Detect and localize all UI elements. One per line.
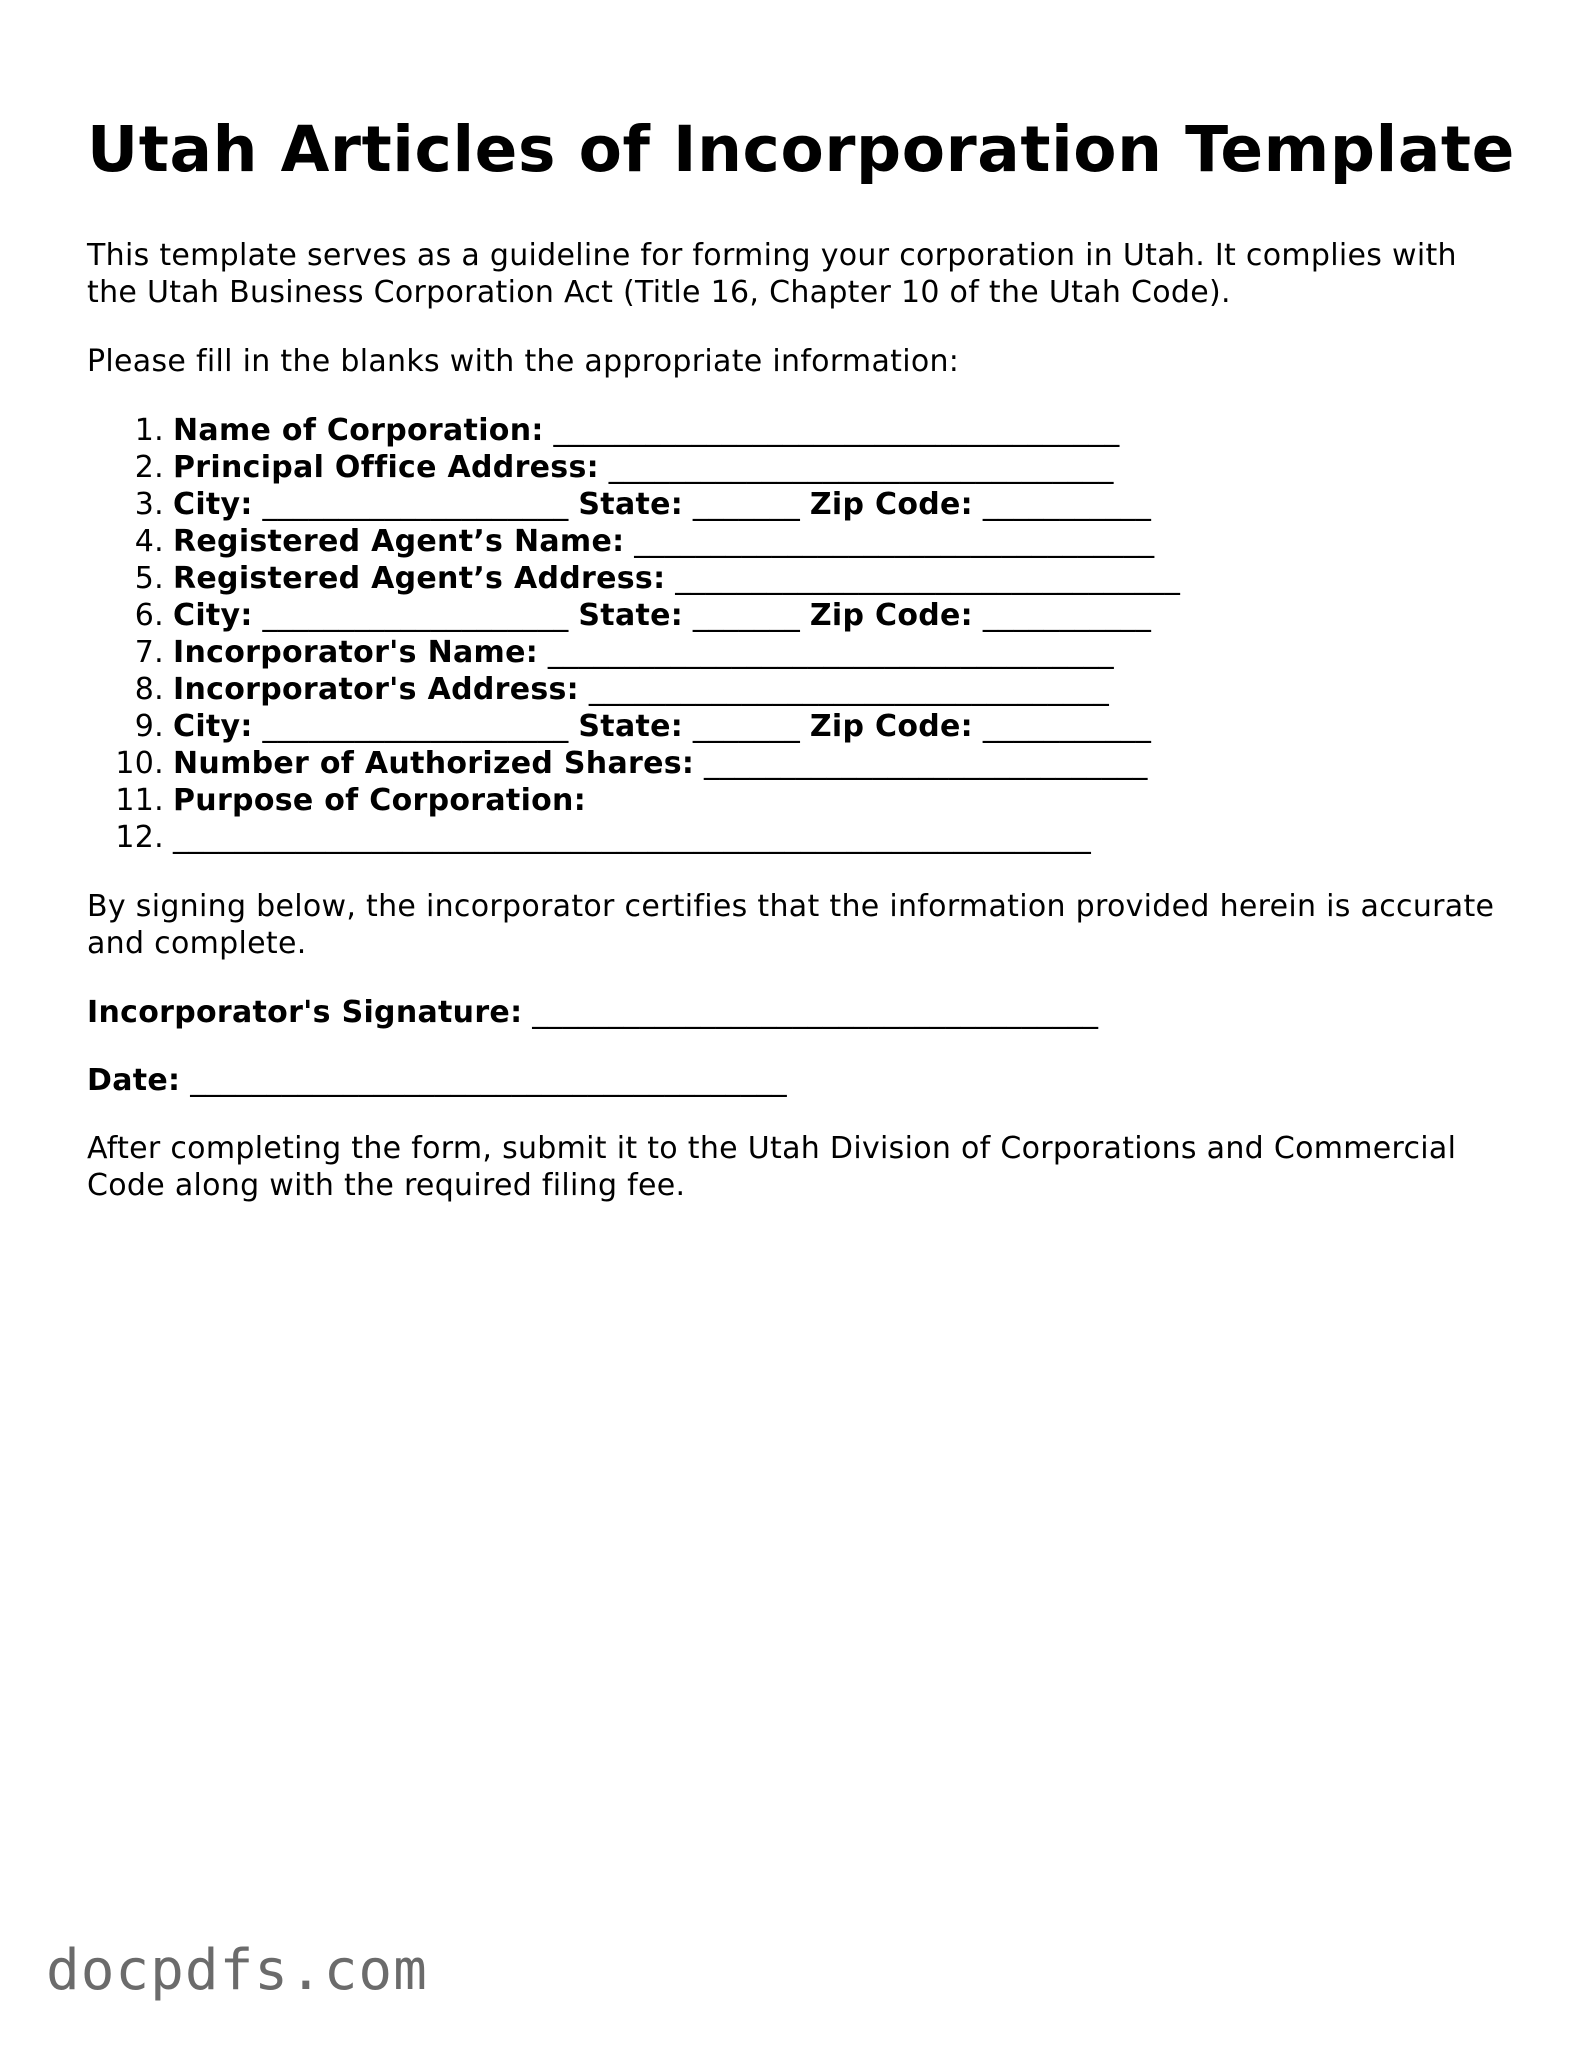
field-label: Registered Agent’s Name: <box>173 524 625 559</box>
field-label: Zip Code: <box>809 598 973 633</box>
field-list <box>87 412 1507 856</box>
list-item <box>87 671 1507 708</box>
document-title: Utah Articles of Incorporation Template <box>87 113 1515 186</box>
state-blank[interactable]: _______ <box>692 487 801 522</box>
field-label: Incorporator's Name: <box>173 635 539 670</box>
date-label: Date: <box>87 1063 181 1098</box>
list-item <box>87 597 1507 634</box>
item-number: 5. <box>134 561 164 596</box>
date-blank[interactable]: _______________________________________ <box>190 1063 787 1098</box>
field-label: State: <box>578 598 684 633</box>
incorporator-name-blank[interactable]: _____________________________________ <box>547 635 1114 670</box>
item-number: 3. <box>134 487 164 522</box>
city-blank[interactable]: ____________________ <box>262 598 569 633</box>
field-label: Number of Authorized Shares: <box>173 746 695 781</box>
city-blank[interactable]: ____________________ <box>262 709 569 744</box>
field-label: City: <box>173 487 253 522</box>
registered-agent-name-blank[interactable]: __________________________________ <box>634 524 1155 559</box>
item-number: 11. <box>115 783 164 818</box>
state-blank[interactable]: _______ <box>692 709 801 744</box>
item-number: 1. <box>134 413 164 448</box>
item-number: 12. <box>115 820 164 855</box>
list-item <box>87 782 1507 819</box>
field-label: State: <box>578 709 684 744</box>
field-label: State: <box>578 487 684 522</box>
field-label: Incorporator's Address: <box>173 672 579 707</box>
list-item <box>87 708 1507 745</box>
list-item <box>87 523 1507 560</box>
field-label: City: <box>173 598 253 633</box>
signature-label: Incorporator's Signature: <box>87 995 523 1030</box>
item-number: 6. <box>134 598 164 633</box>
signature-line <box>87 994 1507 1031</box>
list-item <box>87 449 1507 486</box>
document-page <box>87 108 1515 1204</box>
certification-paragraph: By signing below, the incorporator certifies that the information provided herein is accurate and complete. <box>87 889 1495 961</box>
list-item <box>87 560 1507 597</box>
instructions-paragraph: Please fill in the blanks with the appropriate information: <box>87 344 960 379</box>
name-of-corporation-blank[interactable]: _____________________________________ <box>553 413 1120 448</box>
zip-code-blank[interactable]: ___________ <box>982 487 1152 522</box>
watermark: docpdfs.com <box>46 1938 428 2003</box>
item-number: 9. <box>134 709 164 744</box>
field-label: Name of Corporation: <box>173 413 544 448</box>
city-blank[interactable]: ____________________ <box>262 487 569 522</box>
field-label: Purpose of Corporation: <box>173 783 587 818</box>
field-label: Principal Office Address: <box>173 450 599 485</box>
field-label: Zip Code: <box>809 487 973 522</box>
item-number: 2. <box>134 450 164 485</box>
item-number: 4. <box>134 524 164 559</box>
list-item <box>87 634 1507 671</box>
zip-code-blank[interactable]: ___________ <box>982 709 1152 744</box>
state-blank[interactable]: _______ <box>692 598 801 633</box>
list-item <box>87 819 1507 856</box>
item-number: 8. <box>134 672 164 707</box>
submission-paragraph: After completing the form, submit it to the Utah Division of Corporations and Commercial Code along with the required filing fee. <box>87 1131 1457 1203</box>
intro-paragraph: This template serves as a guideline for forming your corporation in Utah. It complies with the Utah Business Corporation Act (Title 16, Chapter 10 of the Utah Code). <box>87 238 1457 310</box>
list-item <box>87 412 1507 449</box>
list-item <box>87 486 1507 523</box>
principal-office-address-blank[interactable]: _________________________________ <box>608 450 1114 485</box>
date-line <box>87 1062 1507 1099</box>
incorporator-address-blank[interactable]: __________________________________ <box>588 672 1110 707</box>
zip-code-blank[interactable]: ___________ <box>982 598 1152 633</box>
field-label: City: <box>173 709 253 744</box>
field-label: Zip Code: <box>809 709 973 744</box>
item-number: 7. <box>134 635 164 670</box>
list-item <box>87 745 1507 782</box>
signature-blank[interactable]: _____________________________________ <box>532 995 1099 1030</box>
purpose-blank[interactable]: ____________________________________________________________ <box>173 820 1091 855</box>
item-number: 10. <box>115 746 164 781</box>
field-label: Registered Agent’s Address: <box>173 561 666 596</box>
authorized-shares-blank[interactable]: _____________________________ <box>704 746 1148 781</box>
registered-agent-address-blank[interactable]: _________________________________ <box>675 561 1181 596</box>
